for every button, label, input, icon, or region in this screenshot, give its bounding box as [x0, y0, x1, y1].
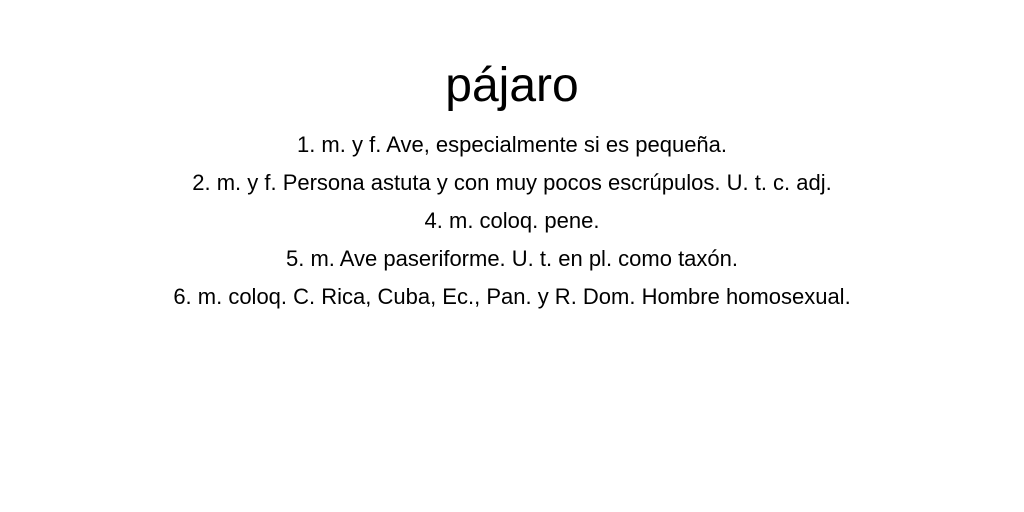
definition-list	[0, 126, 1024, 316]
headword: pájaro	[445, 59, 579, 112]
definition-6: 6. m. coloq. C. Rica, Cuba, Ec., Pan. y R. Dom. Hombre homosexual.	[173, 284, 851, 309]
definition-5: 5. m. Ave paseriforme. U. t. en pl. como taxón.	[285, 246, 739, 271]
definition-1: 1. m. y f. Ave, especialmente si es pequeña.	[296, 132, 728, 157]
definition-4: 4. m. coloq. pene.	[424, 208, 600, 233]
definition-2: 2. m. y f. Persona astuta y con muy pocos escrúpulos. U. t. c. adj.	[192, 170, 832, 195]
